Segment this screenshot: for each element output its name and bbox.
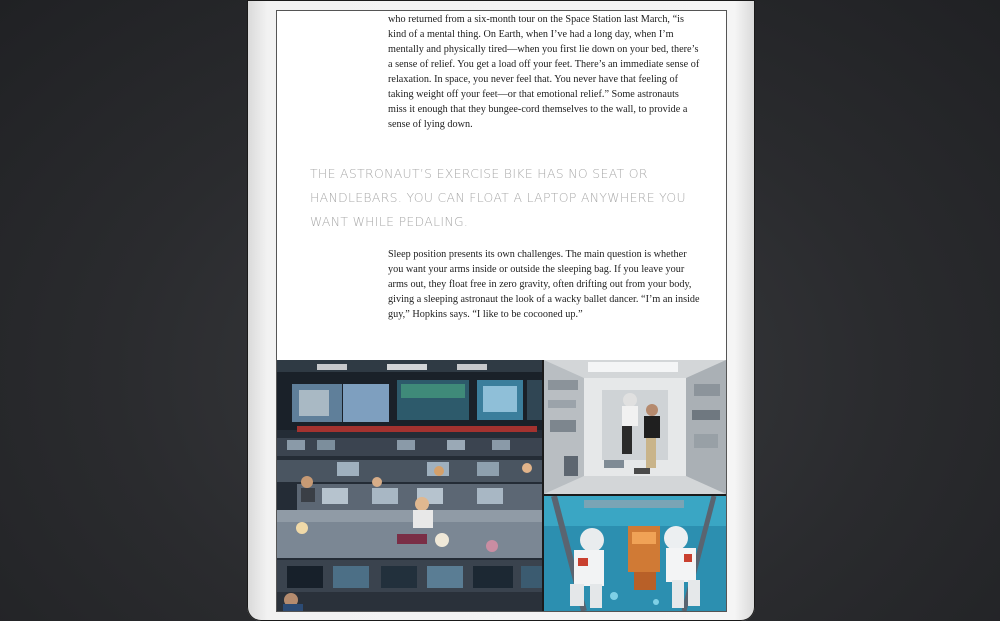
pull-quote: THE ASTRONAUT’S EXERCISE BIKE HAS NO SEAT OR HANDLEBARS. YOU CAN FLOAT A LAPTOP ANYWHERE YOU WANT WHILE PEDALING. (310, 166, 686, 229)
article-body[interactable] (277, 11, 726, 360)
mission-control-photo[interactable] (277, 360, 542, 611)
underwater-training-photo[interactable] (544, 496, 726, 611)
photo-gallery (277, 360, 726, 611)
tablet-screen[interactable] (277, 11, 726, 611)
article-paragraph: who returned from a six-month tour on the Space Station last March, “is kind of a mental thing. On Earth, when I’ve had a long day, when I’m mentally and physically tired—when you first lie down on your bed, there’s a sense of relief. You get a load off your feet. There’s an immediate sense of relaxation. In space, you never feel that. You never have that feeling of taking weight off your feet—or that emotional relief.” Some astronauts miss it enough that they bungee-cord themselves to the wall, to provide a sense of lying down. (388, 14, 700, 131)
article-paragraph: Sleep position presents its own challenges. The main question is whether you want your arms inside or outside the sleeping bag. If you leave your arms out, they float free in zero gravity, often drifting out from your body, giving a sleeping astronaut the look of a wacky ballet dancer. “I’m an inside guy,” Hopkins says. “I like to be cocooned up.” (388, 249, 700, 321)
station-interior-photo[interactable] (544, 360, 726, 494)
